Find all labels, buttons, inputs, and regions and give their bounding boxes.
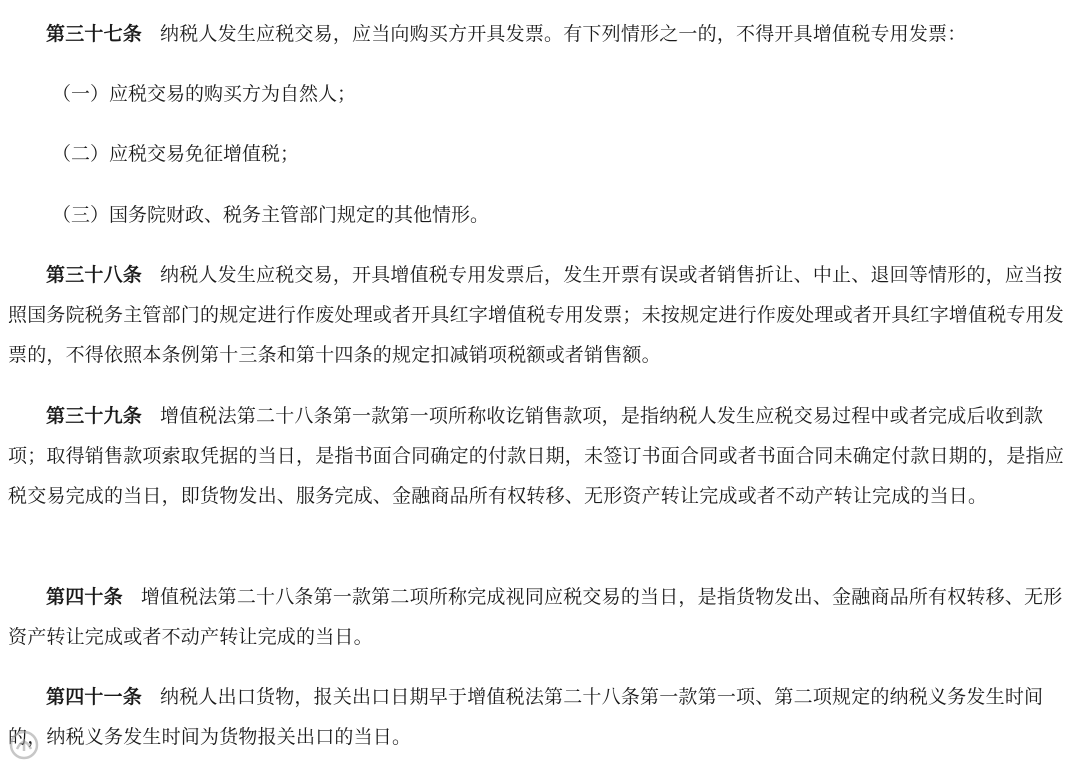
article-39-text: 增值税法第二十八条第一款第一项所称收讫销售款项，是指纳税人发生应税交易过程中或者完成后收到款项；取得销售款项索取凭据的当日，是指书面合同确定的付款日期，未签订书面合同或者书面合同未确定付款日期的，是指应税交易完成的当日，即货物发出、服务完成、金融商品所有权转移、无形资产转让完成或者不动产转让完成的当日。 bbox=[8, 405, 1065, 507]
article-41-text: 纳税人出口货物，报关出口日期早于增值税法第二十八条第一款第一项、第二项规定的纳税义务发生时间的，纳税义务发生时间为货物报关出口的当日。 bbox=[8, 686, 1044, 748]
article-37-item-2: （二）应税交易免征增值税； bbox=[52, 143, 300, 165]
article-39 bbox=[8, 396, 1072, 516]
article-40 bbox=[8, 577, 1072, 657]
article-38-label: 第三十八条 bbox=[46, 264, 143, 286]
article-37-item-1: （一）应税交易的购买方为自然人； bbox=[52, 83, 357, 105]
article-37 bbox=[8, 14, 1072, 54]
article-38 bbox=[8, 255, 1072, 375]
article-41 bbox=[8, 677, 1072, 757]
article-37-text: 纳税人发生应税交易，应当向购买方开具发票。有下列情形之一的，不得开具增值税专用发票： bbox=[160, 23, 967, 45]
article-40-label: 第四十条 bbox=[46, 586, 123, 608]
article-37-item-3: （三）国务院财政、税务主管部门规定的其他情形。 bbox=[52, 204, 490, 226]
article-40-text: 增值税法第二十八条第一款第二项所称完成视同应税交易的当日，是指货物发出、金融商品所有权转移、无形资产转让完成或者不动产转让完成的当日。 bbox=[8, 586, 1063, 648]
article-41-label: 第四十一条 bbox=[46, 686, 143, 708]
article-37-label: 第三十七条 bbox=[46, 23, 143, 45]
article-38-text: 纳税人发生应税交易，开具增值税专用发票后，发生开票有误或者销售折让、中止、退回等情形的，应当按照国务院税务主管部门的规定进行作废处理或者开具红字增值税专用发票；未按规定进行作废处理或者开具红字增值税专用发票的，不得依照本条例第十三条和第十四条的规定扣减销项税额或者销售额。 bbox=[8, 264, 1065, 366]
article-39-label: 第三十九条 bbox=[46, 405, 143, 427]
